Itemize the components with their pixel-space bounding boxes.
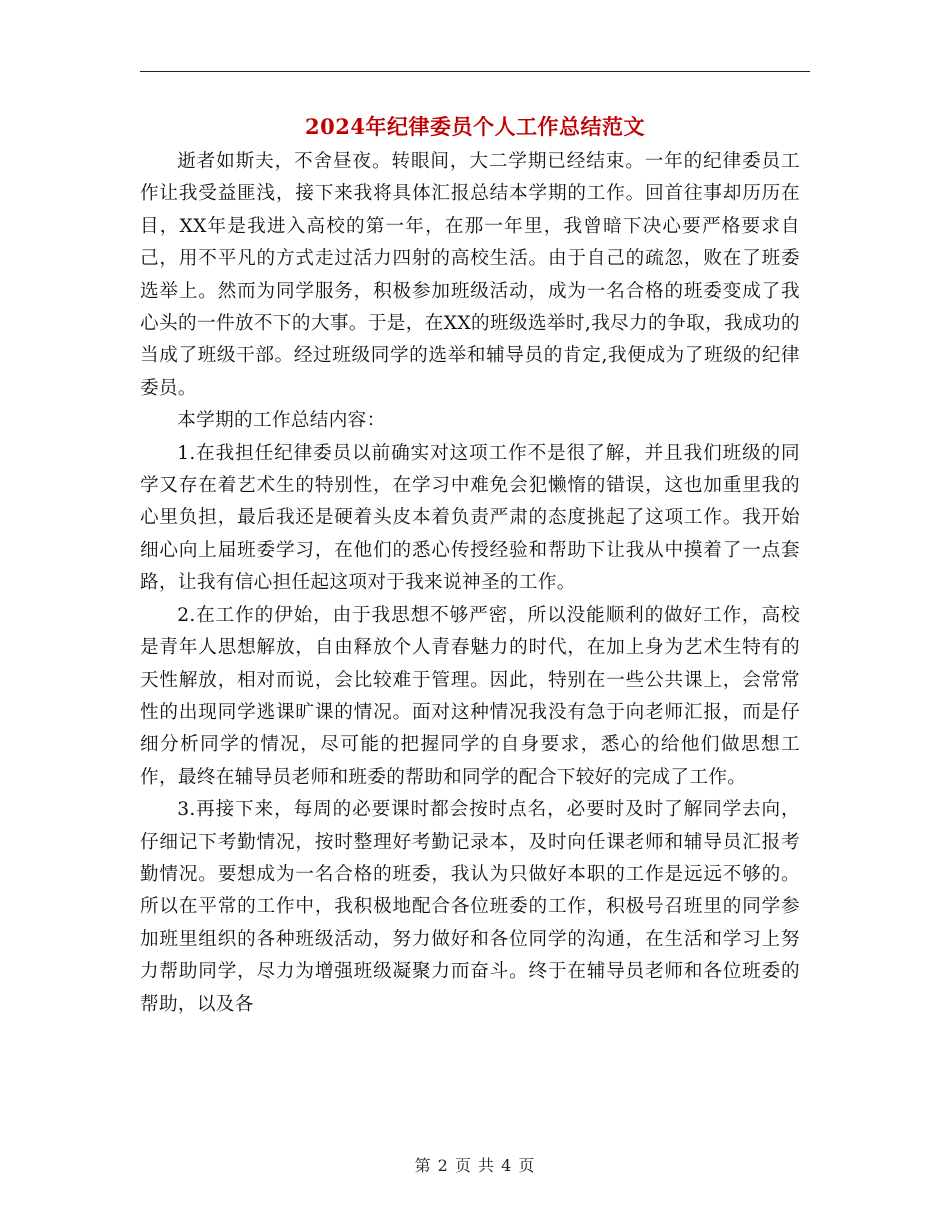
paragraph-intro: 逝者如斯夫，不舍昼夜。转眼间，大二学期已经结束。一年的纪律委员工作让我受益匪浅，接下来我将具体汇报总结本学期的工作。回首往事却历历在目，XX年是我进入高校的第一年，在那一年里，我曾暗下决心要严格要求自己，用不平凡的方式走过活力四射的高校生活。由于自己的疏忽，败在了班委选举上。然而为同学服务，积极参加班级活动，成为一名合格的班委变成了我心头的一件放不下的大事。于是，在XX的班级选举时,我尽力的争取，我成功的当成了班级干部。经过班级同学的选举和辅导员的肯定,我便成为了班级的纪律委员。 [140,151,800,399]
paragraph-item-3: 3.再接下来，每周的必要课时都会按时点名，必要时及时了解同学去向，仔细记下考勤情况，按时整理好考勤记录本，及时向任课老师和辅导员汇报考勤情况。要想成为一名合格的班委，我认为只做好本职的工作是远远不够的。所以在平常的工作中，我积极地配合各位班委的工作，积极号召班里的同学参加班里组织的各种班级活动，努力做好和各位同学的沟通，在生活和学习上努力帮助同学，尽力为增强班级凝聚力而奋斗。终于在辅导员老师和各位班委的帮助，以及各 [140,799,800,1015]
document-title: 2024年纪律委员个人工作总结范文 [305,114,645,139]
document-body [140,146,800,1021]
header-rule [140,71,810,72]
paragraph-summary-heading: 本学期的工作总结内容： [177,410,386,432]
paragraph-item-1: 1.在我担任纪律委员以前确实对这项工作不是很了解，并且我们班级的同学又存在着艺术生的特别性，在学习中难免会犯懒惰的错误，这也加重里我的心里负担，最后我还是硬着头皮本着负责严肃的态度挑起了这项工作。我开始细心向上届班委学习，在他们的悉心传授经验和帮助下让我从中摸着了一点套路，让我有信心担任起这项对于我来说神圣的工作。 [140,442,800,594]
page-number-footer: 第 2 页 共 4 页 [414,1156,536,1175]
paragraph-item-2: 2.在工作的伊始，由于我思想不够严密，所以没能顺利的做好工作，高校是青年人思想解放，自由释放个人青春魅力的时代，在加上身为艺术生特有的天性解放，相对而说，会比较难于管理。因此，特别在一些公共课上，会常常性的出现同学逃课旷课的情况。面对这种情况我没有急于向老师汇报，而是仔细分析同学的情况，尽可能的把握同学的自身要求，悉心的给他们做思想工作，最终在辅导员老师和班委的帮助和同学的配合下较好的完成了工作。 [140,604,800,788]
